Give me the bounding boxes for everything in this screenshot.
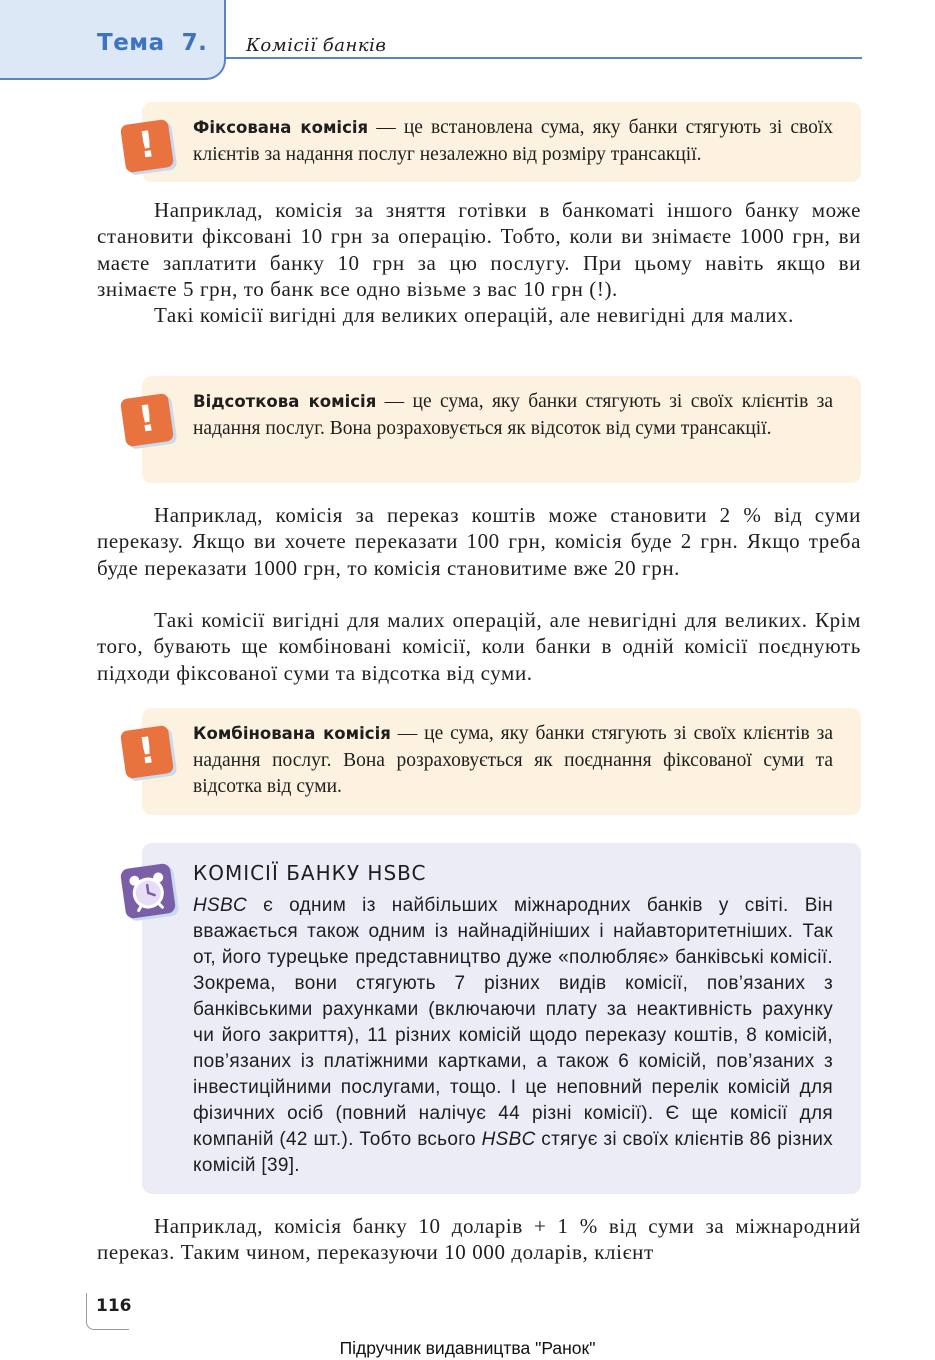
definition-term: Відсоткова комісія: [193, 392, 377, 411]
definition-body: — це встановлена сума, яку банки стягують зі своїх клієнтів за надання послуг незалежно від розміру трансакції.: [193, 117, 833, 165]
definition-term: Фіксована комісія: [193, 118, 369, 137]
definition-text: [193, 115, 833, 168]
definition-box-percent: [142, 376, 861, 483]
definition-term: Комбінована комісія: [193, 724, 391, 743]
bank-name: HSBC: [481, 1129, 536, 1150]
definition-text: [193, 389, 833, 442]
definition-box-combined: [142, 708, 861, 815]
page-number: 116: [96, 1296, 132, 1316]
definition-text: [193, 721, 833, 801]
info-title: КОМІСІЇ БАНКУ HSBC: [193, 861, 427, 885]
exclamation-icon: !: [120, 119, 174, 173]
exclamation-icon: !: [120, 725, 174, 779]
info-body: є одним із найбільших міжнародних банків у світі. Він вважається також одним із найнадійніших і найавторитетніших. Так от, його турецьке представництво дуже «полюбляє» банківські комісії. Зокрема, вони стягують 7 різних видів комісії, пов’язаних з банківськими рахунками (включаючи плату за неактивність рахунку чи його закриття), 11 різних комісій щодо переказу коштів, 8 комісій, пов’язаних із платіжними картками, а також 6 комісій, пов’язаних з інвестиційними послугами, тощо. І це неповний перелік комісій для фізичних осіб (повний налічує 44 різні комісії). Є ще комісії для компаній (42 шт.). Тобто всього: [193, 895, 833, 1150]
info-body-end: стягує зі своїх клієнтів 86 різних комісій [39].: [193, 1129, 833, 1176]
theme-label: Тема 7.: [97, 30, 208, 56]
paragraph: Наприклад, комісія за переказ коштів може становити 2 % від суми переказу. Якщо ви хочете переказати 100 грн, комісія буде 2 грн. Якщо треба буде переказати 1000 грн, то комісія становитиме вже 20 грн.: [97, 503, 861, 580]
header-divider: [226, 57, 862, 59]
topic-title: Комісії банків: [246, 35, 387, 56]
definition-body: — це сума, яку банки стягують зі своїх клієнтів за надання послуг. Вона розраховується як поєднання фіксованої суми та відсотка від суми.: [193, 723, 833, 797]
exclamation-icon: !: [120, 393, 174, 447]
paragraph: Такі комісії вигідні для малих операцій, але невигідні для великих. Крім того, бувають ще комбіновані комісії, коли банки в одній комісії поєднують підходи фіксованої суми та відсотка від суми.: [97, 608, 861, 685]
paragraph: Наприклад, комісія банку 10 доларів + 1 % від суми за міжнародний переказ. Таким чином, переказуючи 10 000 доларів, клієнт: [97, 1214, 861, 1265]
definition-box-fixed: [142, 102, 861, 182]
paragraph: Наприклад, комісія за зняття готівки в банкоматі іншого банку може становити фіксовані 10 грн за операцію. Тобто, коли ви знімаєте 1000 грн, ви маєте заплатити банку 10 грн за цю послугу. При цьому навіть якщо ви знімаєте 5 грн, то банк все одно візьме з вас 10 грн (!).: [97, 198, 861, 301]
bank-name: HSBC: [193, 895, 247, 916]
definition-body: — це сума, яку банки стягують зі своїх клієнтів за надання послуг. Вона розраховується як відсоток від суми трансакції.: [193, 391, 833, 439]
paragraph: Такі комісії вигідні для великих операцій, але невигідні для малих.: [154, 303, 795, 327]
info-text: [193, 893, 833, 1179]
alarm-clock-icon: [120, 863, 176, 919]
publisher-footer: Підручник видавництва "Ранок": [339, 1338, 596, 1358]
